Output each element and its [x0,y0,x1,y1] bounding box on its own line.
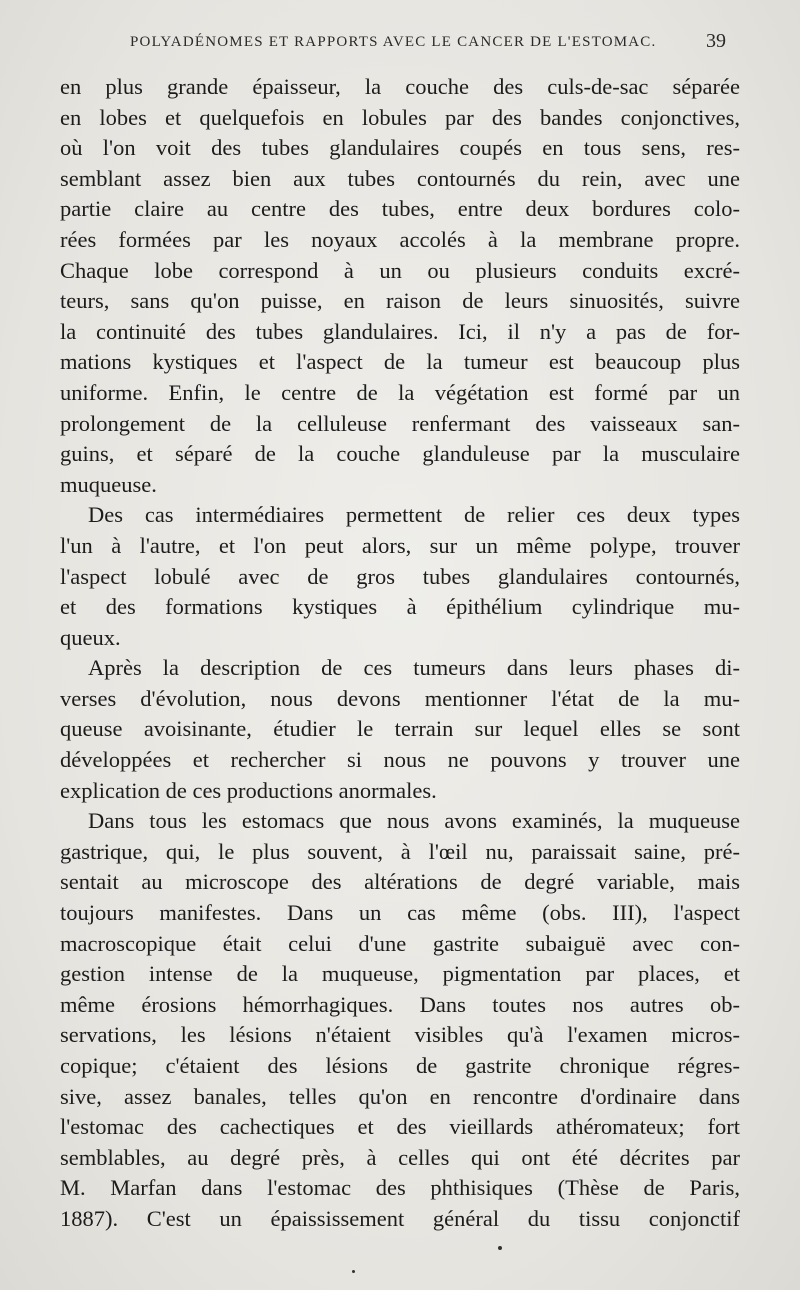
text-line: 1887). C'est un épaississement général du tissu conjonctif [60,1205,740,1231]
text-line: en lobes et quelquefois en lobules par des bandes conjonctives, [60,104,740,130]
text-line: servations, les lésions n'étaient visibles qu'à l'examen micros- [60,1022,740,1048]
text-line: rées formées par les noyaux accolés à la membrane propre. [60,226,740,252]
text-line: même érosions hémorrhagiques. Dans toutes nos autres ob- [60,991,740,1017]
text-line: guins, et séparé de la couche glanduleuse par la musculaire [60,441,740,467]
page-number: 39 [706,30,726,52]
text-line: l'aspect lobulé avec de gros tubes glandulaires contournés, [60,563,740,589]
text-line: gestion intense de la muqueuse, pigmentation par places, et [60,961,740,987]
text-line: Après la description de ces tumeurs dans leurs phases di- [88,655,740,681]
text-line: teurs, sans qu'on puisse, en raison de leurs sinuosités, suivre [60,288,740,314]
text-line: sive, assez banales, telles qu'on en rencontre d'ordinaire dans [60,1083,740,1109]
text-line: où l'on voit des tubes glandulaires coupés en tous sens, res- [60,135,740,161]
text-line: muqueuse. [60,471,157,497]
text-line: gastrique, qui, le plus souvent, à l'œil nu, paraissait saine, pré- [60,838,740,864]
print-speck [352,1270,355,1273]
text-line: partie claire au centre des tubes, entre deux bordures colo- [60,196,740,222]
text-line: Des cas intermédiaires permettent de relier ces deux types [88,502,740,528]
text-line: et des formations kystiques à épithélium cylindrique mu- [60,594,740,620]
text-line: Chaque lobe correspond à un ou plusieurs conduits excré- [60,257,740,283]
text-line: macroscopique était celui d'une gastrite subaiguë avec con- [60,930,740,956]
text-line: l'un à l'autre, et l'on peut alors, sur un même polype, trouver [60,532,740,558]
text-line: mations kystiques et l'aspect de la tumeur est beaucoup plus [60,349,740,375]
text-line: développées et rechercher si nous ne pouvons y trouver une [60,747,740,773]
text-line: l'estomac des cachectiques et des vieillards athéromateux; fort [60,1114,740,1140]
text-line: copique; c'étaient des lésions de gastrite chronique régres- [60,1053,740,1078]
text-line: la continuité des tubes glandulaires. Ici, il n'y a pas de for- [60,318,740,344]
text-line: semblables, au degré près, à celles qui ont été décrites par [60,1144,740,1170]
text-line: toujours manifestes. Dans un cas même (obs. III), l'aspect [60,900,740,926]
text-line: prolongement de la celluleuse renfermant des vaisseaux san- [60,410,740,436]
running-head: POLYADÉNOMES ET RAPPORTS AVEC LE CANCER DE L'ESTOMAC. [130,34,657,50]
text-line: explication de ces productions anormales. [60,777,437,803]
text-line: queuse avoisinante, étudier le terrain sur lequel elles se sont [60,716,740,742]
text-line: M. Marfan dans l'estomac des phthisiques (Thèse de Paris, [60,1175,740,1201]
text-line: queux. [60,624,121,650]
body-text [60,72,740,1235]
text-line: semblant assez bien aux tubes contournés du rein, avec une [60,165,740,191]
text-line: sentait au microscope des altérations de degré variable, mais [60,869,740,895]
text-line: verses d'évolution, nous devons mentionner l'état de la mu- [60,685,740,711]
text-line: en plus grande épaisseur, la couche des culs-de-sac séparée [60,74,740,99]
text-line: uniforme. Enfin, le centre de la végétation est formé par un [60,379,740,405]
print-speck [498,1246,502,1250]
text-line: Dans tous les estomacs que nous avons examinés, la muqueuse [88,808,740,834]
